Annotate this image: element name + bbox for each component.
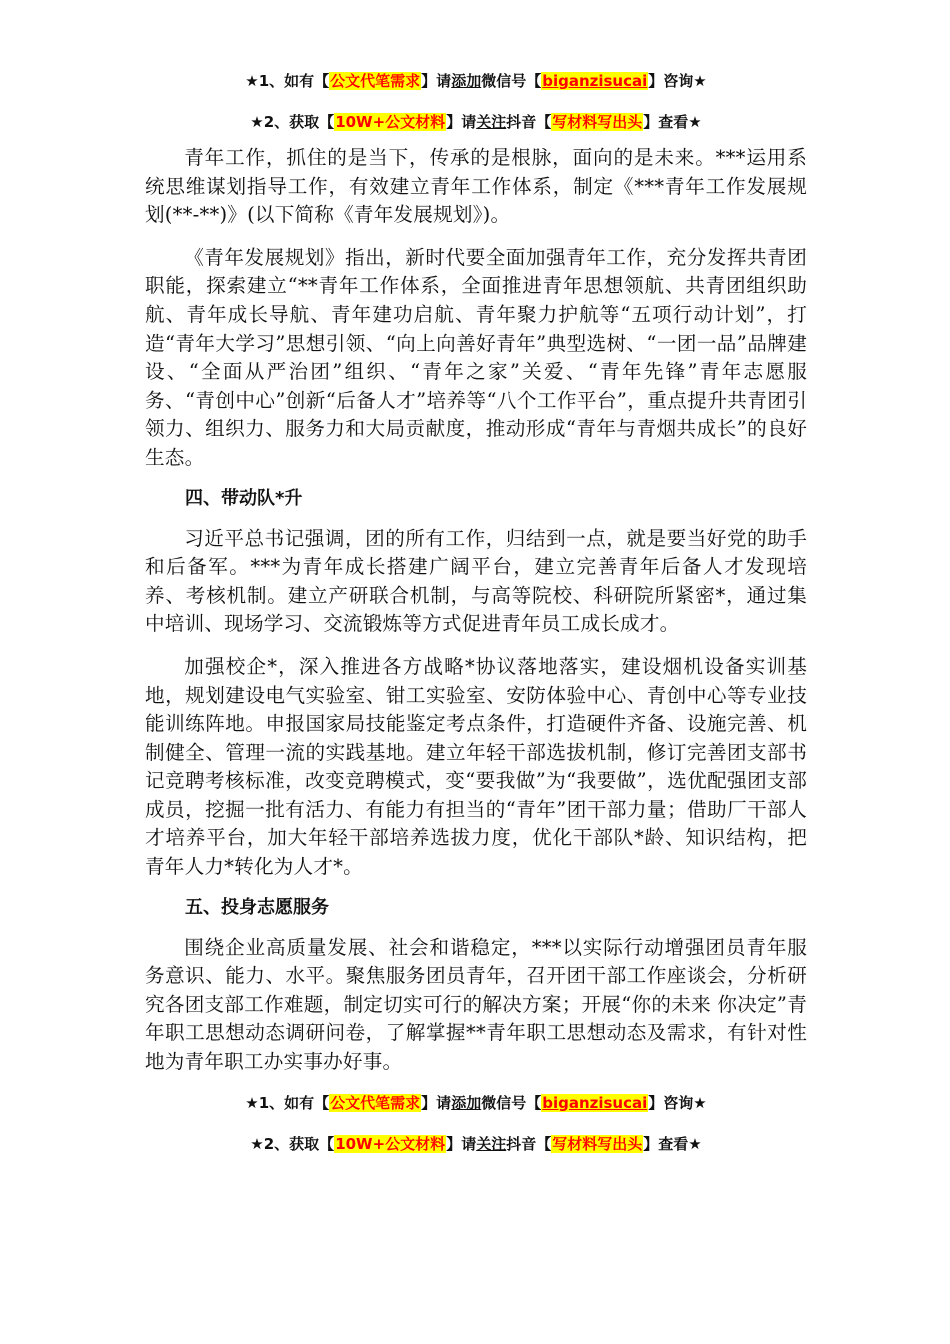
section-heading-5: 五、投身志愿服务 — [185, 896, 329, 918]
paragraph-3: 习近平总书记强调，团的所有工作，归结到一点，就是要当好党的助手和后备军。***为青年成长搭建广阔平台，建立完善青年后备人才发现培养、考核机制。建立产研联合机制，与高等院校、科研院所紧密*，通过集中培训、现场学习、交流锻炼等方式促进青年员工成长成才。 — [145, 526, 807, 636]
banner-text: ★2、获取【 — [250, 113, 335, 131]
douyin-account: 写材料写出头 — [552, 113, 643, 131]
promo-banner-line-1 — [145, 69, 807, 93]
highlighted-text: 10W+公文材料 — [335, 1134, 446, 1153]
banner-text: 微信号【 — [481, 72, 542, 90]
banner-text: 】咨询★ — [648, 1093, 707, 1112]
banner-text: 微信号【 — [481, 1093, 542, 1112]
paragraph-5: 围绕企业高质量发展、社会和谐稳定，***以实际行动增强团员青年服务意识、能力、水平。聚焦服务团员青年，召开团干部工作座谈会，分析研究各团支部工作难题，制定切实可行的解决方案；开展“你的未来 你决定”青年职工思想动态调研问卷，了解掌握**青年职工思想动态及需求，有针对性地为青年职工办实事办好事。 — [145, 935, 807, 1074]
underlined-text: 添加 — [451, 1093, 482, 1112]
highlighted-text: 10W+公文材料 — [335, 113, 446, 131]
banner-text: 】请 — [421, 1093, 452, 1112]
banner-text: ★2、获取【 — [250, 1134, 335, 1153]
banner-text: 】咨询★ — [648, 72, 707, 90]
banner-text: 抖音【 — [506, 1134, 552, 1153]
promo-banner-line-1-bottom — [145, 1091, 807, 1115]
underlined-text: 添加 — [451, 72, 482, 90]
banner-text: 】请 — [446, 113, 477, 131]
banner-text: 】查看★ — [643, 113, 702, 131]
paragraph-2: 《青年发展规划》指出，新时代要全面加强青年工作，充分发挥共青团职能，探索建立“**青年工作体系，全面推进青年思想领航、共青团组织助航、青年成长导航、青年建功启航、青年聚力护航等“五项行动计划”，打造“青年大学习”思想引领、“向上向善好青年”典型选树、“一团一品”品牌建设、“全面从严治团”组织、“青年之家”关爱、“青年先锋”青年志愿服务、“青创中心”创新“后备人才”培养等“八个工作平台”，重点提升共青团引领力、组织力、服务力和大局贡献度，推动形成“青年与青烟共成长”的良好生态。 — [145, 245, 807, 469]
banner-text: 】请 — [446, 1134, 477, 1153]
promo-banner-line-2 — [145, 110, 807, 134]
highlighted-text: 公文代笔需求 — [330, 72, 421, 90]
underlined-text: 关注 — [476, 113, 507, 131]
banner-text: 抖音【 — [506, 113, 552, 131]
douyin-account: 写材料写出头 — [552, 1134, 643, 1153]
document-page — [145, 0, 807, 1156]
banner-text: 】请 — [421, 72, 452, 90]
wechat-id: biganzisucai — [542, 72, 648, 90]
wechat-id: biganzisucai — [542, 1093, 648, 1112]
banner-text: ★1、如有【 — [245, 72, 330, 90]
banner-text: 】查看★ — [643, 1134, 702, 1153]
section-heading-4: 四、带动队*升 — [185, 487, 303, 509]
highlighted-text: 公文代笔需求 — [330, 1093, 421, 1112]
banner-text: ★1、如有【 — [245, 1093, 330, 1112]
paragraph-4: 加强校企*，深入推进各方战略*协议落地落实，建设烟机设备实训基地，规划建设电气实验室、钳工实验室、安防体验中心、青创中心等专业技能训练阵地。申报国家局技能鉴定考点条件，打造硬件齐备、设施完善、机制健全、管理一流的实践基地。建立年轻干部选拔机制，修订完善团支部书记竞聘考核标准，改变竞聘模式，变“要我做”为“我要做”，选优配强团支部成员，挖掘一批有活力、有能力有担当的“青年”团干部力量；借助厂干部人才培养平台，加大年轻干部培养选拔力度，优化干部队*龄、知识结构，把青年人力*转化为人才*。 — [145, 654, 807, 879]
paragraph-1: 青年工作，抓住的是当下，传承的是根脉，面向的是未来。***运用系统思维谋划指导工作，有效建立青年工作体系，制定《***青年工作发展规划(**-**)》(以下简称《青年发展规划》)。 — [145, 146, 807, 227]
promo-banner-line-2-bottom — [145, 1132, 807, 1156]
underlined-text: 关注 — [476, 1134, 507, 1153]
